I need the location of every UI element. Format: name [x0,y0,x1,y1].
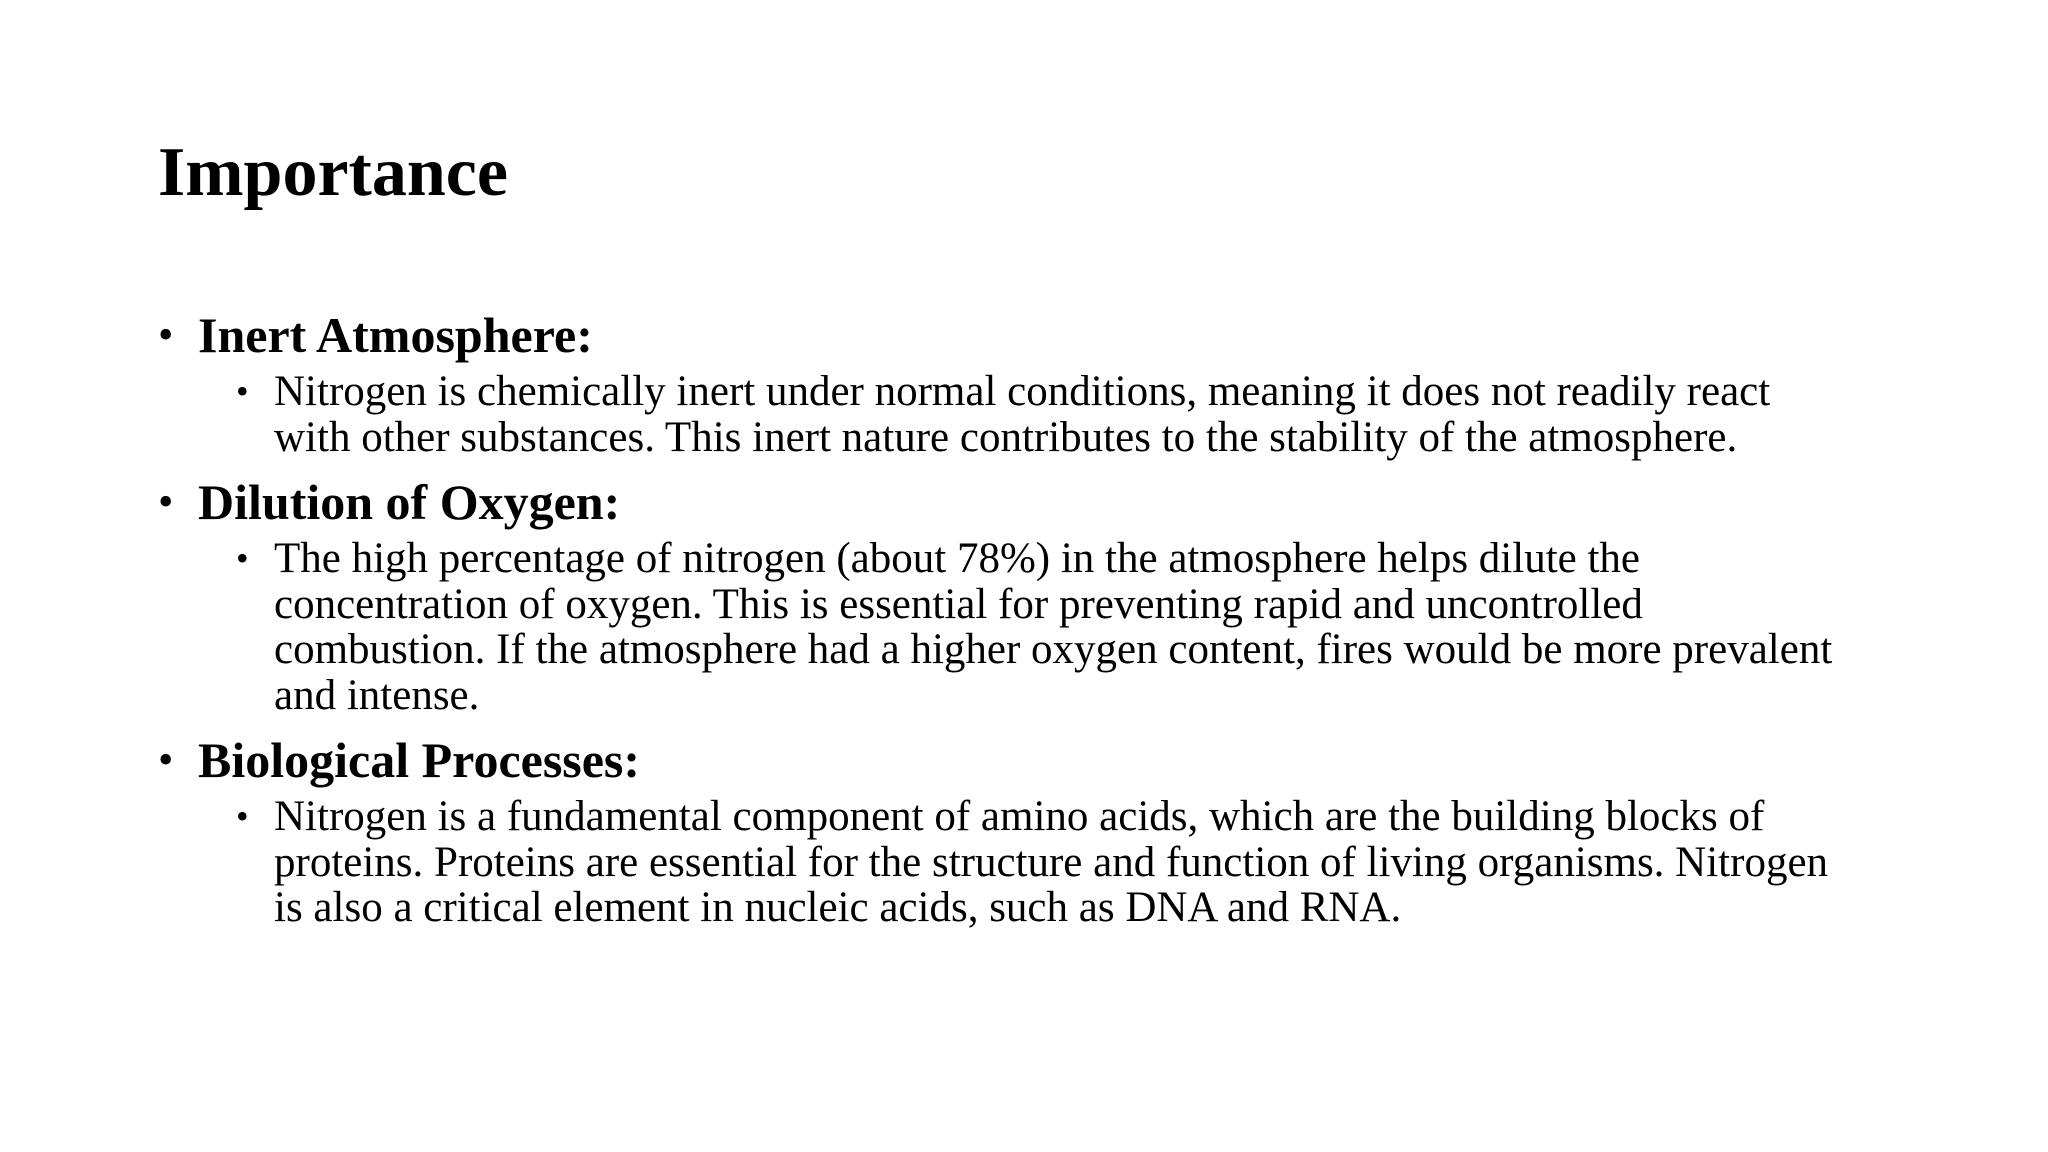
section-biological-processes [158,730,1878,931]
body-text: Nitrogen is chemically inert under normal conditions, meaning it does not readily react with other substances. This inert nature contributes to the stability of the atmosphere. [274,368,1771,461]
heading-text: Dilution of Oxygen: [198,474,621,530]
body-text: Nitrogen is a fundamental component of amino acids, which are the building blocks of proteins. Proteins are essential for the structure and function of living organisms. Nitrogen is also a critical element in nucleic acids, such as DNA and RNA. [274,793,1829,931]
section-inert-atmosphere [158,305,1878,460]
bullet-icon: • [158,735,174,784]
body-text: The high percentage of nitrogen (about 78%) in the atmosphere helps dilute the concentration of oxygen. This is essential for preventing rapid and uncontrolled combustion. If the atmosphere had a higher oxygen content, fires would be more prevalent and intense. [274,535,1833,719]
heading-text: Biological Processes: [198,732,641,788]
bullet-icon: • [158,477,174,526]
section-body [236,536,1834,718]
sub-bullet-icon: • [236,796,249,836]
heading-text: Inert Atmosphere: [198,307,593,363]
slide-title: Importance [158,134,508,211]
section-heading [158,305,1878,365]
bullet-list [158,305,1878,943]
sub-bullet-icon: • [236,371,249,411]
sub-bullet-icon: • [236,538,249,578]
section-heading [158,472,1878,532]
section-heading [158,730,1878,790]
section-body [236,369,1834,460]
section-dilution-of-oxygen [158,472,1878,718]
bullet-icon: • [158,310,174,359]
section-body [236,794,1834,931]
